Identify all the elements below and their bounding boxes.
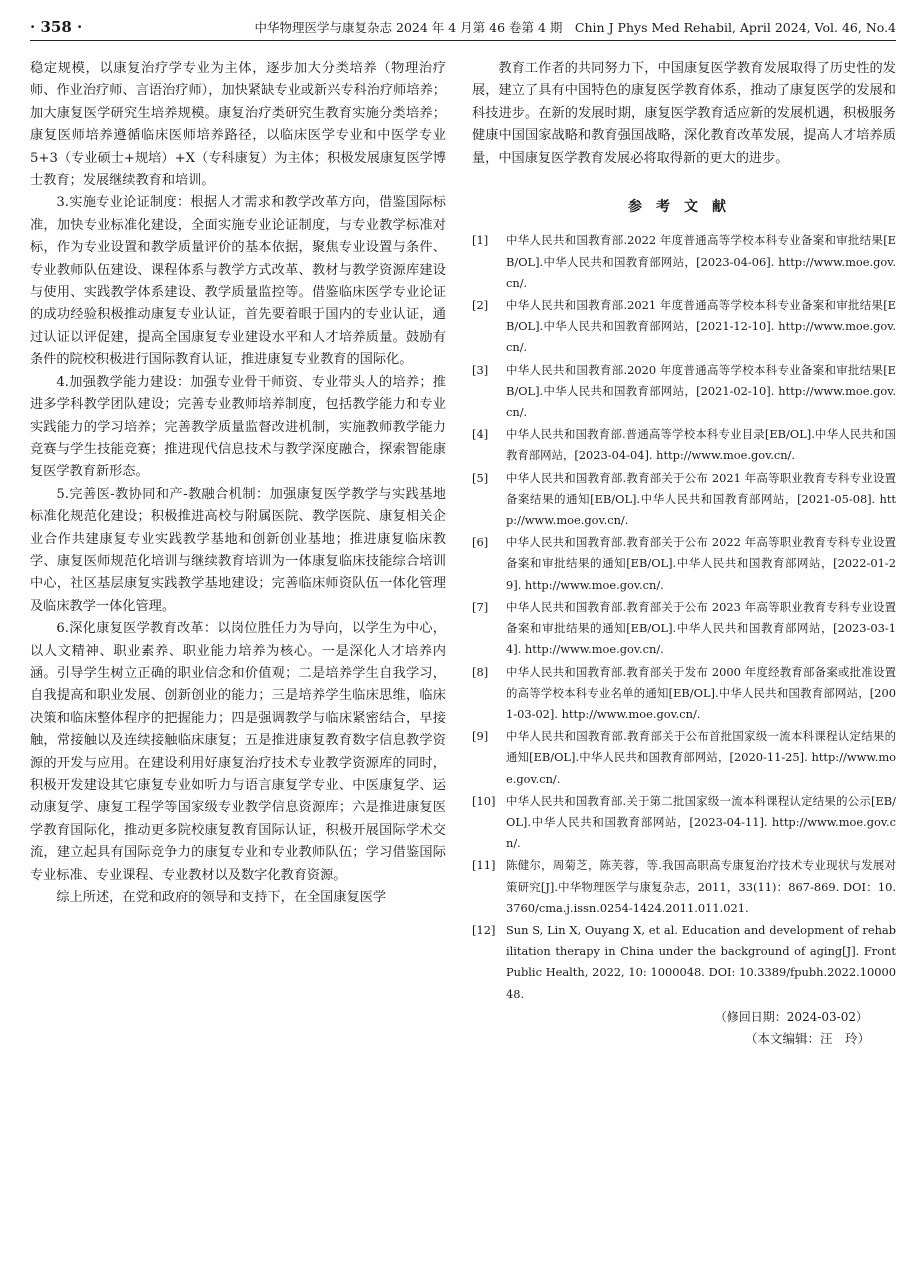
- reference-text: 中华人民共和国教育部.教育部关于发布 2000 年度经教育部备案或批准设置的高等学校本科专业名单的通知[EB/OL].中华人民共和国教育部网站，[2001-03-02]. http://www.moe.gov.cn/.: [506, 664, 896, 721]
- editor-credit: （本文编辑：汪 玲）: [744, 1030, 870, 1046]
- reference-text: 中华人民共和国教育部.关于第二批国家级一流本科课程认定结果的公示[EB/OL].中华人民共和国教育部网站，[2023-04-11]. http://www.moe.gov.cn/.: [506, 793, 896, 851]
- reference-number: [6]: [472, 535, 489, 550]
- page-number: · 358 ·: [30, 18, 83, 36]
- paragraph: 3.实施专业论证制度：根据人才需求和教学改革方向，借鉴国际标准，加快专业标准化建设，全面实施专业论证制度，与专业教学标准对标，作为专业设置和教学质量评价的基本依据，聚焦专业设置与条件、专业教师队伍建设、课程体系与教学方式改革、教材与教学资源库建设与使用、实践教学体系建设、教学质量监控等。借鉴临床医学专业论证的成功经验积极推动康复专业认证，首先要着眼于国内的专业认证，通过认证以评促建，提高全国康复专业建设水平和人才培养质量。鼓励有条件的院校积极进行国际教育认证，推进康复专业教育的国际化。: [30, 195, 446, 368]
- reference-text: 中华人民共和国教育部.2020 年度普通高等学校本科专业备案和审批结果[EB/OL].中华人民共和国教育部网站，[2021-02-10]. http://www.moe.gov.cn/.: [506, 362, 896, 420]
- reference-text: 中华人民共和国教育部.2022 年度普通高等学校本科专业备案和审批结果[EB/OL].中华人民共和国教育部网站，[2023-04-06]. http://www.moe.gov.cn/.: [506, 233, 896, 290]
- reference-number: [9]: [472, 729, 489, 744]
- reference-item: [472, 920, 896, 1005]
- references-heading: 参考文献: [628, 199, 740, 216]
- reference-text: Sun S, Lin X, Ouyang X, et al. Education and development of rehabilitation therapy in China under the background of aging[J]. Front Public Health, 2022, 10: 1000048. DOI: 10.3389/fpubh.2022.1000048.: [506, 922, 896, 1001]
- paragraph: 6.深化康复医学教育改革：以岗位胜任力为导向，以学生为中心，以人文精神、职业素养、职业能力培养为核心。一是深化人才培养内涵。引导学生树立正确的职业信念和价值观；二是培养学生自我学习，自我提高和职业发展、创新创业的能力；三是培养学生临床思维，临床决策和临床整体程序的把握能力；四是强调教学与临床紧密结合，早接触，常接触以及连续接触临床康复；五是推进康复教育数字信息教学资源的开发与应用。在建设利用好康复治疗技术专业教学资源库的同时，积极开发建设其它康复专业如听力与语言康复学专业、中医康复学、运动康复学、康复工程学等国家级专业教学信息资源库；六是推进康复医学教育国际化，推动更多院校康复教育国际认证，积极开展国际学术交流，建立起具有国际竞争力的康复专业和专业教师队伍；学习借鉴国际专业标准、专业课程、专业教材以及数字化教育资源。: [30, 621, 446, 883]
- revision-date: （修回日期：2024-03-02）: [714, 1009, 868, 1024]
- paragraph: 5.完善医-教协同和产-教融合机制：加强康复医学教学与实践基地标准化规范化建设；积极推进高校与附属医院、教学医院、康复相关企业合作共建康复专业实践教学基地和创新创业基地；推进康复临床教学、康复医师规范化培训与继续教育培训为一体康复临床技能综合培训中心，社区基层康复实践教学基地建设；完善临床师资队伍一体化管理及临床教学一体化管理。: [30, 486, 446, 614]
- reference-number: [7]: [472, 599, 489, 614]
- reference-number: [8]: [472, 664, 489, 679]
- reference-item: [472, 662, 896, 726]
- reference-number: [4]: [472, 427, 489, 442]
- reference-item: [472, 295, 896, 359]
- reference-text: 中华人民共和国教育部.教育部关于公布 2021 年高等职业教育专科专业设置备案结果的通知[EB/OL].中华人民共和国教育部网站，[2021-05-08]. http://www.moe.gov.cn/.: [506, 470, 896, 528]
- paragraph: 稳定规模，以康复治疗学专业为主体，逐步加大分类培养（物理治疗师、作业治疗师、言语治疗师），加快紧缺专业或新兴专科治疗师培养；加大康复医学研究生培养规模。康复治疗类研究生教育实施分类培养；康复医师培养遵循临床医师培养路径，以临床医学专业和中医学专业 5+3（专业硕士+规培）+X（专科康复）为主体；积极发展康复医学博士教育；发展继续教育和培训。: [30, 61, 446, 189]
- reference-item: [472, 726, 896, 790]
- paragraph: 综上所述，在党和政府的领导和支持下，在全国康复医学: [56, 890, 387, 906]
- reference-number: [11]: [472, 858, 496, 873]
- reference-text: 中华人民共和国教育部.教育部关于公布 2023 年高等职业教育专科专业设置备案和审批结果的通知[EB/OL].中华人民共和国教育部网站，[2023-03-14]. http://www.moe.gov.cn/.: [506, 599, 896, 657]
- reference-item: [472, 532, 896, 596]
- reference-item: [472, 360, 896, 424]
- reference-item: [472, 230, 896, 294]
- left-column: [30, 58, 446, 909]
- reference-item: [472, 597, 896, 661]
- right-column: [472, 58, 896, 1049]
- reference-text: 中华人民共和国教育部.教育部关于公布 2022 年高等职业教育专科专业设置备案和审批结果的通知[EB/OL].中华人民共和国教育部网站，[2022-01-29]. http://www.moe.gov.cn/.: [506, 535, 896, 592]
- reference-text: 陈健尔，周菊芝，陈芙蓉，等.我国高职高专康复治疗技术专业现状与发展对策研究[J].中华物理医学与康复杂志，2011，33(11)：867-869. DOI：10.3760/cma.j.issn.0254-1424.2011.011.021.: [506, 858, 896, 915]
- reference-item: [472, 468, 896, 532]
- journal-citation: 中华物理医学与康复杂志 2024 年 4 月第 46 卷第 4 期 Chin J Phys Med Rehabil, April 2024, Vol. 46, No.4: [254, 20, 896, 35]
- reference-number: [3]: [472, 362, 489, 377]
- reference-number: [5]: [472, 470, 489, 485]
- page-header: [30, 14, 896, 41]
- reference-item: [472, 424, 896, 466]
- paragraph: 4.加强教学能力建设：加强专业骨干师资、专业带头人的培养；推进多学科教学团队建设；完善专业教师培养制度，包括教学能力和专业实践能力的学习培养；完善教学质量监督改进机制，实施教师教学能力竞赛与学生技能竞赛；推进现代信息技术与教学深度融合，探索智能康复医学教育新形态。: [30, 374, 446, 480]
- reference-list: [472, 230, 896, 1004]
- reference-item: [472, 791, 896, 855]
- reference-number: [12]: [472, 922, 496, 937]
- reference-text: 中华人民共和国教育部.普通高等学校本科专业目录[EB/OL].中华人民共和国教育部网站，[2023-04-04]. http://www.moe.gov.cn/.: [506, 427, 896, 463]
- paragraph: 教育工作者的共同努力下，中国康复医学教育发展取得了历史性的发展，建立了具有中国特色的康复医学教育体系，推动了康复医学的发展和科技进步。在新的发展时期，康复医学教育适应新的发展机遇，积极服务健康中国国家战略和教育强国战略，深化教育改革发展，提高人才培养质量，中国康复医学教育发展必将取得新的更大的进步。: [472, 61, 896, 166]
- reference-text: 中华人民共和国教育部.教育部关于公布首批国家级一流本科课程认定结果的通知[EB/OL].中华人民共和国教育部网站，[2020-11-25]. http://www.moe.gov.cn/.: [506, 729, 896, 786]
- reference-item: [472, 855, 896, 919]
- reference-number: [10]: [472, 793, 496, 808]
- reference-text: 中华人民共和国教育部.2021 年度普通高等学校本科专业备案和审批结果[EB/OL].中华人民共和国教育部网站，[2021-12-10]. http://www.moe.gov.cn/.: [506, 298, 896, 355]
- reference-number: [2]: [472, 298, 489, 313]
- reference-number: [1]: [472, 233, 489, 248]
